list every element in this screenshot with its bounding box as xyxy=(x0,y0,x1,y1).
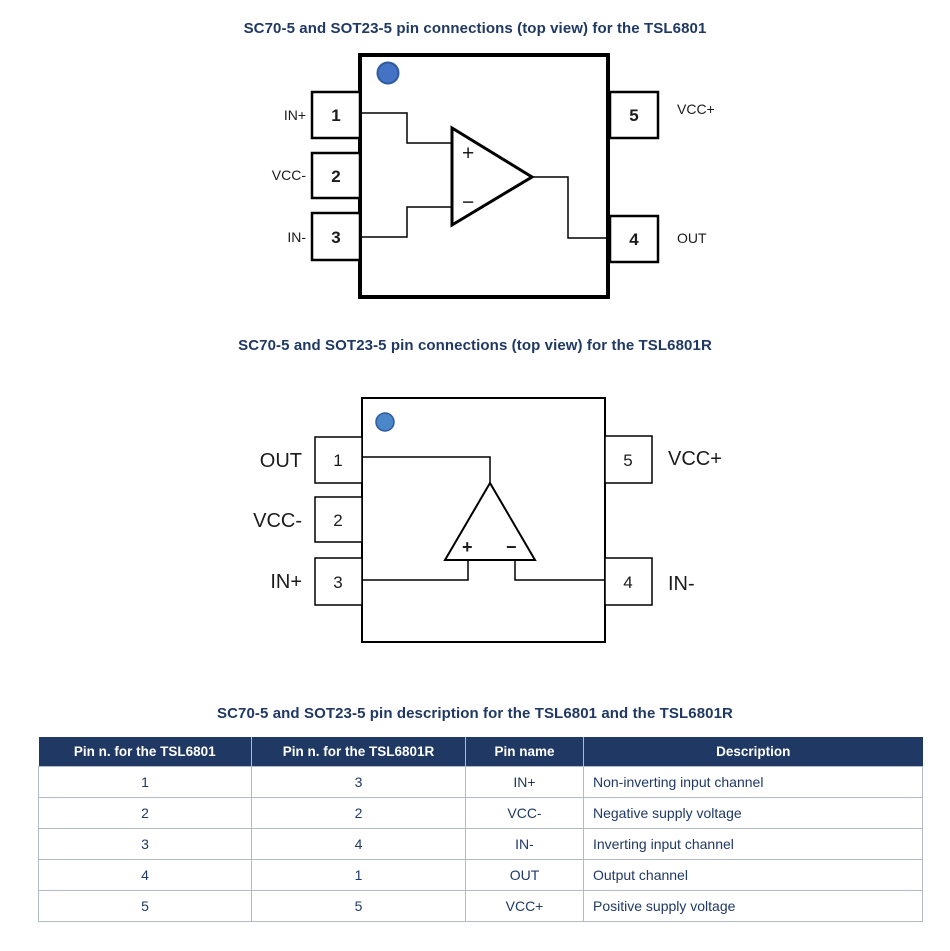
cell-description: Inverting input channel xyxy=(584,829,923,860)
cell-pin-name: VCC- xyxy=(466,798,584,829)
table-row xyxy=(39,798,923,829)
opamp-minus-sign: − xyxy=(506,537,517,557)
cell-pin-tsl6801r: 5 xyxy=(252,891,466,922)
opamp-plus-sign: + xyxy=(462,537,473,557)
pin-number-2: 2 xyxy=(331,167,341,186)
pin-label-in-minus: IN- xyxy=(668,573,695,595)
cell-pin-name: VCC+ xyxy=(466,891,584,922)
cell-pin-name: IN- xyxy=(466,829,584,860)
cell-pin-tsl6801: 1 xyxy=(39,767,252,798)
pin-number-3: 3 xyxy=(331,228,341,247)
cell-pin-tsl6801r: 3 xyxy=(252,767,466,798)
cell-description: Output channel xyxy=(584,860,923,891)
pin-label-vcc-plus: VCC+ xyxy=(677,101,715,117)
table-row xyxy=(39,860,923,891)
pin-label-vcc-plus: VCC+ xyxy=(668,448,722,470)
cell-pin-tsl6801: 3 xyxy=(39,829,252,860)
cell-pin-name: OUT xyxy=(466,860,584,891)
diagram2-title: SC70-5 and SOT23-5 pin connections (top view) for the TSL6801R xyxy=(238,337,712,354)
pin-description-table xyxy=(38,737,923,922)
pin1-marker-dot xyxy=(378,63,399,84)
opamp-plus-sign: + xyxy=(462,142,475,165)
pin-number-3: 3 xyxy=(333,573,343,592)
header-description: Description xyxy=(584,737,923,767)
pin-label-vcc-minus: VCC- xyxy=(253,510,302,532)
pin-number-5: 5 xyxy=(623,451,633,470)
opamp-minus-sign: − xyxy=(462,191,475,214)
cell-pin-tsl6801: 4 xyxy=(39,860,252,891)
pin-description-title: SC70-5 and SOT23-5 pin description for the TSL6801 and the TSL6801R xyxy=(217,705,733,722)
pin-number-4: 4 xyxy=(623,573,633,592)
pin-number-5: 5 xyxy=(629,106,639,125)
cell-description: Non-inverting input channel xyxy=(584,767,923,798)
header-pin-name: Pin name xyxy=(466,737,584,767)
cell-pin-tsl6801r: 4 xyxy=(252,829,466,860)
diagram1-tsl6801 xyxy=(230,48,750,306)
pin-number-1: 1 xyxy=(331,106,341,125)
table-row xyxy=(39,891,923,922)
pin-label-in-plus: IN+ xyxy=(270,571,302,593)
header-pin-tsl6801r: Pin n. for the TSL6801R xyxy=(252,737,466,767)
pin1-marker-dot xyxy=(376,413,394,431)
table-row xyxy=(39,829,923,860)
cell-pin-tsl6801: 5 xyxy=(39,891,252,922)
cell-pin-tsl6801: 2 xyxy=(39,798,252,829)
table-row xyxy=(39,767,923,798)
pin-label-out: OUT xyxy=(259,450,302,472)
table-header-row xyxy=(39,737,923,767)
pin-label-in-minus: IN- xyxy=(287,229,306,245)
diagram2-tsl6801r xyxy=(230,395,760,650)
pin-label-in-plus: IN+ xyxy=(283,107,306,123)
cell-description: Negative supply voltage xyxy=(584,798,923,829)
cell-description: Positive supply voltage xyxy=(584,891,923,922)
pin-number-2: 2 xyxy=(333,511,343,530)
cell-pin-tsl6801r: 2 xyxy=(252,798,466,829)
pin-label-vcc-minus: VCC- xyxy=(271,167,306,183)
header-pin-tsl6801: Pin n. for the TSL6801 xyxy=(39,737,252,767)
pin-label-out: OUT xyxy=(677,230,707,246)
cell-pin-name: IN+ xyxy=(466,767,584,798)
pin-number-1: 1 xyxy=(333,451,343,470)
cell-pin-tsl6801r: 1 xyxy=(252,860,466,891)
pin-number-4: 4 xyxy=(629,230,639,249)
diagram1-title: SC70-5 and SOT23-5 pin connections (top view) for the TSL6801 xyxy=(243,20,707,37)
